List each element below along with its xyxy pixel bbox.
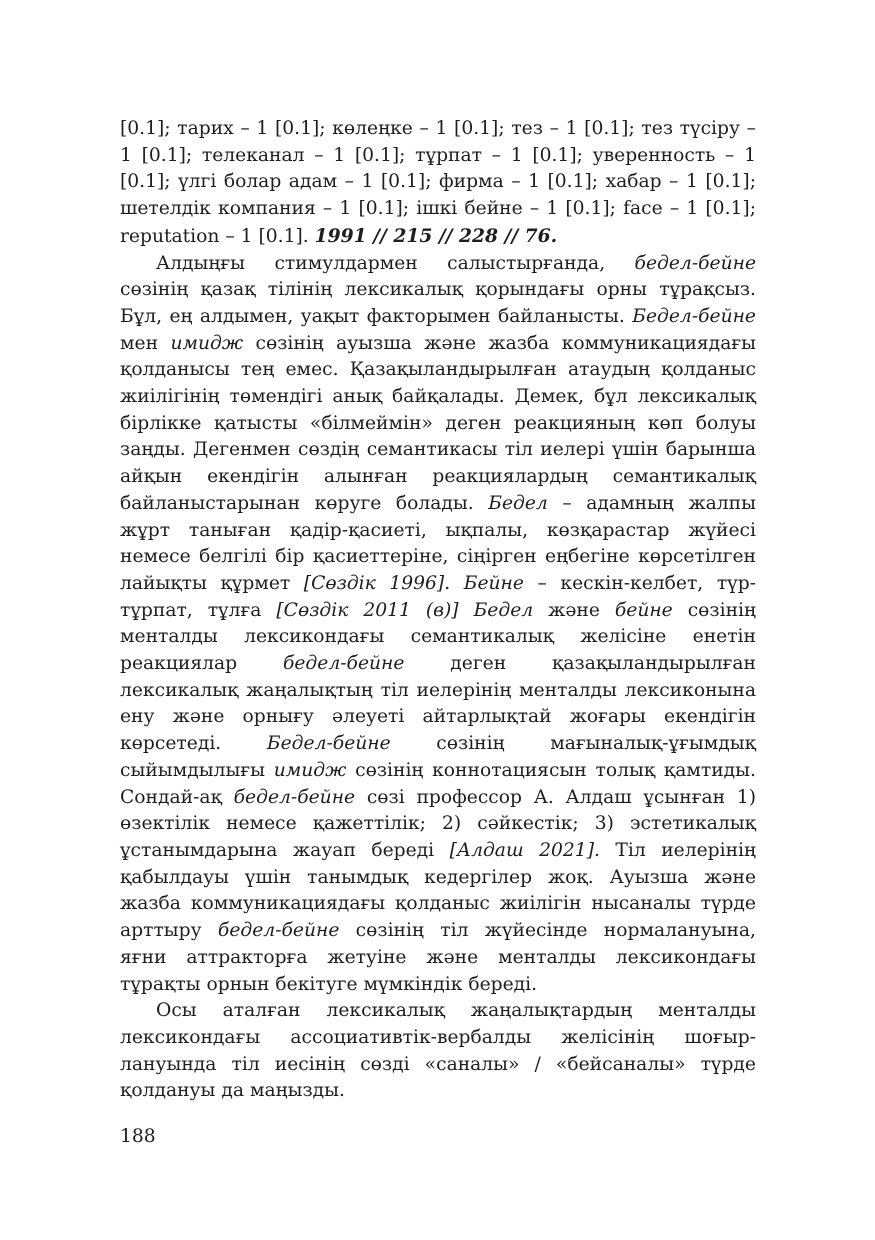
text-segment: сөзінің коннотациясын толық қамтиды. Сондай-ақ xyxy=(120,759,756,808)
text-segment: және xyxy=(533,599,615,621)
text-segment: – адамның жалпы жұрт таныған қадір-қасиеті, ықпалы, көзқарастар жүйесі немесе белгілі бір қасиеттеріне, сіңірген еңбегіне көрсетілген лайықты құрмет xyxy=(120,492,756,594)
text-segment: мен xyxy=(120,332,171,354)
text-segment: сөзінің мағыналық-ұғымдық сыйымдылығы xyxy=(120,733,756,781)
emphasized-text: бедел-бейне xyxy=(282,653,405,675)
body-text xyxy=(120,116,756,1105)
emphasized-text: [Сөздік 1996]. Бейне xyxy=(303,572,524,594)
text-segment: сөзінің қазақ тілінің лексикалық қорындағы орны тұрақсыз. Бұл, ең алдымен, уақыт факторымен байланысты. xyxy=(120,279,756,327)
emphasized-text: бейне xyxy=(614,599,673,621)
emphasized-text: бедел-бейне xyxy=(233,786,356,808)
text-segment: Осы аталған лексикалық жаңалықтардың менталды лексикондағы ассоциативтік-вербалды желісінің шоғырлануында тіл иесінің сөзді «саналы» / «бейсаналы» түрде қолдануы да маңызды. xyxy=(120,1000,756,1102)
text-segment: сөзі профессор А. Алдаш ұсынған 1) өзектілік немесе қажеттілік; 2) сәйкестік; 3) эстетикалық ұстанымдарына жауап береді xyxy=(120,786,757,861)
text-segment: сөзінің тіл жүйесінде нормалануына, яғни аттракторға жетуіне және менталды лексикондағы тұрақты орнын бекітуге мүмкіндік береді. xyxy=(120,920,756,995)
page-number: 188 xyxy=(120,1126,156,1147)
emphasized-text: имидж xyxy=(170,332,244,354)
emphasized-text: Бедел-бейне xyxy=(632,305,756,327)
text-segment: [0.1]; тарих – 1 [0.1]; көлеңке – 1 [0.1]; тез – 1 [0.1]; тез түсіру – 1 [0.1]; телеканал – 1 [0.1]; тұрпат – 1 [0.1]; уверенность – 1 [0.1]; үлгі болар адам – 1 [0.1]; фирма – 1 [0.1]; хабар – 1 [0.1]; шетелдік компания – 1 [0.1]; ішкі бейне – 1 [0.1]; face – 1 [0.1]; reputation – 1 [0.1]. xyxy=(120,118,756,247)
paragraph xyxy=(120,251,756,999)
text-segment: сөзінің менталды лексикондағы семантикалық желісіне енетін реакциялар xyxy=(120,599,757,675)
emphasized-text: [Алдаш 2021]. xyxy=(449,839,600,861)
paragraph xyxy=(120,998,756,1105)
text-segment: сөзінің ауызша және жазба коммуникациядағы қолданысы тең емес. Қазақыландырылған атаудың қолданыс жиілігінің төмендігі анық байқалады. Демек, бұл лексикалық бірлікке қатысты «білмеймін» деген реакцияның көп болуы заңды. Дегенмен сөздің семантикасы тіл иелері үшін барынша айқын екендігін алынған реакциялардың семантикалық байланыстарынан көруге болады. xyxy=(120,332,756,514)
emphasized-text: бедел-бейне xyxy=(217,920,340,942)
text-segment: деген қазақыландырылған лексикалық жаңалықтың тіл иелерінің менталды лексиконына ену және орнығу әлеуеті айтарлықтай жоғары екендігін көрсетеді. xyxy=(120,653,756,755)
emphasized-text: Бедел-бейне xyxy=(266,733,391,755)
emphasized-text: [Сөздік 2011 (в)] Бедел xyxy=(276,599,534,621)
text-segment: Алдыңғы стимулдармен салыстырғанда, xyxy=(156,252,635,274)
emphasized-text: 1991 // 215 // 228 // 76. xyxy=(314,224,558,247)
emphasized-text: имидж xyxy=(273,759,347,781)
emphasized-text: Бедел xyxy=(488,492,548,514)
text-segment: – кескін-келбет, түр-тұрпат, тұлға xyxy=(120,572,756,621)
emphasized-text: бедел-бейне xyxy=(634,252,756,274)
text-segment: Тіл иелерінің қабылдауы үшін танымдық кедергілер жоқ. Ауызша және жазба коммуникациядағы қолданыс жиілігін нысаналы түрде арттыру xyxy=(120,839,756,942)
paragraph xyxy=(120,116,756,251)
